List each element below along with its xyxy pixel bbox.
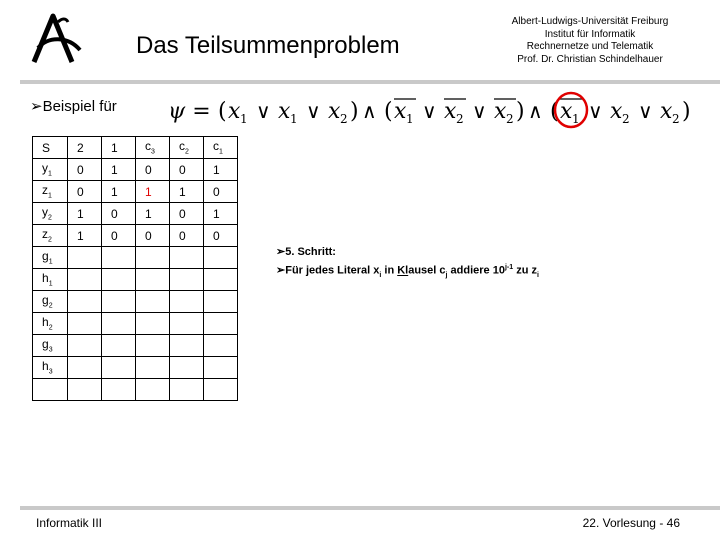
table-cell — [102, 313, 136, 335]
table-cell — [136, 291, 170, 313]
paren: ( — [384, 99, 393, 124]
cell-text: z — [42, 227, 48, 242]
cell-text: y — [42, 161, 48, 176]
example-label: Beispiel für — [42, 98, 117, 115]
cell-subscript: 3 — [48, 368, 53, 376]
literal-index: 2 — [506, 112, 514, 126]
literal-variable: x — [444, 99, 457, 124]
step-text-part: ausel c — [408, 264, 446, 277]
arrow-bullet-icon: ➢ — [276, 264, 286, 277]
table-cell — [204, 247, 238, 269]
step-text-part: j — [445, 271, 448, 279]
table-cell — [68, 225, 102, 247]
table-cell — [204, 335, 238, 357]
or-operator: ∨ — [638, 99, 653, 123]
literal-index: 2 — [672, 112, 680, 126]
cell-text: 1 — [179, 184, 186, 199]
cell-subscript: 2 — [48, 302, 53, 310]
cell-subscript: 3 — [151, 148, 155, 156]
header-cell — [102, 137, 136, 159]
step-text-part: Für jedes Literal x — [285, 264, 380, 277]
header-cell — [204, 137, 238, 159]
and-operator: ∧ — [528, 99, 543, 123]
table-row — [33, 247, 238, 269]
cell-subscript: 2 — [48, 236, 52, 244]
step-text-part: in — [381, 264, 398, 277]
table-cell — [136, 335, 170, 357]
and-operator: ∧ — [362, 99, 377, 123]
table-cell — [102, 379, 136, 401]
table-cell — [136, 181, 170, 203]
or-operator: ∨ — [256, 99, 271, 123]
step-heading — [276, 244, 539, 260]
cell-text: 0 — [111, 228, 118, 243]
paren: ) — [516, 99, 525, 124]
table-cell — [102, 225, 136, 247]
cell-text: g — [42, 249, 49, 264]
table-row — [33, 225, 238, 247]
table-cell — [170, 181, 204, 203]
row-label — [33, 313, 68, 335]
table-cell — [204, 269, 238, 291]
table-cell — [102, 291, 136, 313]
cell-text: 2 — [77, 140, 84, 155]
literal-index: 2 — [622, 112, 630, 126]
table-cell — [136, 203, 170, 225]
or-operator: ∨ — [588, 99, 603, 123]
cell-text: y — [42, 205, 48, 220]
literal-variable: x — [610, 99, 623, 124]
cell-text: 1 — [77, 228, 84, 243]
institution-line: Prof. Dr. Christian Schindelhauer — [517, 53, 663, 65]
arrow-bullet-icon: ➢ — [276, 246, 286, 258]
subset-sum-table — [32, 136, 238, 401]
cell-subscript: 2 — [185, 148, 189, 156]
table-row — [33, 357, 238, 379]
literal-variable: x — [560, 99, 573, 124]
cell-text: 0 — [77, 162, 84, 177]
cell-text: 0 — [111, 206, 118, 221]
table-cell — [170, 379, 204, 401]
table-cell — [102, 181, 136, 203]
table-cell — [170, 357, 204, 379]
university-logo-icon — [28, 10, 88, 66]
row-label — [33, 225, 68, 247]
footer-divider — [20, 506, 720, 510]
paren: ( — [550, 99, 559, 124]
literal-variable: x — [278, 99, 291, 124]
example-heading — [30, 97, 117, 115]
table-cell — [204, 291, 238, 313]
header-cell — [136, 137, 170, 159]
table-header-row — [33, 137, 238, 159]
or-operator: ∨ — [422, 99, 437, 123]
table-cell — [136, 159, 170, 181]
table-cell — [102, 159, 136, 181]
header-cell — [33, 137, 68, 159]
institution-line: Albert-Ludwigs-Universität Freiburg — [511, 16, 669, 27]
slide-number: 22. Vorlesung - 46 — [582, 516, 680, 530]
table-row — [33, 379, 238, 401]
cell-subscript: 2 — [48, 214, 52, 222]
table-cell — [204, 379, 238, 401]
table-cell — [170, 159, 204, 181]
row-label — [33, 269, 68, 291]
table-cell — [136, 225, 170, 247]
table-cell — [68, 335, 102, 357]
literal-index: 1 — [406, 112, 414, 126]
table-cell — [68, 291, 102, 313]
formula-lhs: ψ = — [168, 99, 211, 124]
table-row — [33, 291, 238, 313]
table-cell — [102, 203, 136, 225]
cell-text: 0 — [77, 184, 84, 199]
table-row — [33, 335, 238, 357]
literal-variable: x — [228, 99, 241, 124]
literal-variable: x — [328, 99, 341, 124]
cell-text: 1 — [111, 140, 118, 155]
row-label — [33, 203, 68, 225]
cell-text: h — [42, 315, 49, 330]
table-cell — [170, 225, 204, 247]
table-cell — [170, 291, 204, 313]
table-cell — [204, 181, 238, 203]
cell-subscript: 1 — [48, 258, 53, 266]
literal-variable: x — [660, 99, 673, 124]
literal-index: 2 — [456, 112, 464, 126]
cell-text: 1 — [213, 162, 220, 177]
table-cell — [102, 247, 136, 269]
cell-text: 1 — [213, 206, 220, 221]
table-cell — [68, 313, 102, 335]
header-cell — [68, 137, 102, 159]
cell-subscript: 3 — [48, 346, 53, 354]
cell-subscript: 2 — [48, 324, 53, 332]
cell-text: S — [42, 140, 51, 155]
table-cell — [68, 379, 102, 401]
cell-subscript: 1 — [48, 170, 52, 178]
table-cell — [102, 357, 136, 379]
row-label — [33, 335, 68, 357]
or-operator: ∨ — [306, 99, 321, 123]
institution-line: Institut für Informatik — [544, 28, 636, 40]
table-cell — [102, 269, 136, 291]
step-description — [276, 244, 539, 284]
cell-text: 1 — [145, 184, 152, 199]
cell-subscript: 1 — [48, 280, 53, 288]
table-cell — [204, 313, 238, 335]
literal-index: 2 — [340, 112, 348, 126]
table-cell — [170, 269, 204, 291]
or-operator: ∨ — [472, 99, 487, 123]
table-cell — [136, 269, 170, 291]
cell-text: c — [145, 139, 151, 154]
table-cell — [170, 335, 204, 357]
table-cell — [204, 357, 238, 379]
cell-text: z — [42, 183, 48, 198]
table-cell — [204, 225, 238, 247]
literal-variable: x — [494, 99, 507, 124]
cell-subscript: 1 — [48, 192, 52, 200]
table-cell — [170, 313, 204, 335]
arrow-bullet-icon: ➢ — [30, 98, 43, 115]
cell-text: 1 — [145, 206, 152, 221]
table-cell — [136, 247, 170, 269]
cell-text: g — [42, 293, 49, 308]
table-row — [33, 159, 238, 181]
table-cell — [170, 247, 204, 269]
literal-index: 1 — [290, 112, 298, 126]
literal-index: 1 — [240, 112, 248, 126]
institution-block — [490, 16, 690, 66]
step-text-part: Kl — [397, 264, 409, 277]
step-text-part: zu z — [513, 264, 537, 277]
row-label — [33, 247, 68, 269]
cell-text: 0 — [145, 162, 152, 177]
table-cell — [204, 159, 238, 181]
page-title: Das Teilsummenproblem — [136, 32, 400, 59]
literal-variable: x — [394, 99, 407, 124]
table-cell — [102, 335, 136, 357]
course-name: Informatik III — [36, 516, 103, 530]
formula — [168, 90, 698, 130]
step-text-part: i — [379, 271, 382, 279]
table-cell — [68, 269, 102, 291]
table-cell — [68, 159, 102, 181]
row-label — [33, 181, 68, 203]
cell-text: h — [42, 359, 49, 374]
paren: ) — [682, 99, 691, 124]
table-row — [33, 181, 238, 203]
cell-text: g — [42, 337, 49, 352]
paren: ) — [350, 99, 359, 124]
table-cell — [68, 203, 102, 225]
cell-text: 0 — [213, 184, 220, 199]
cell-text: 0 — [179, 228, 186, 243]
cell-text: c — [213, 139, 219, 154]
paren: ( — [218, 99, 227, 124]
row-label — [33, 291, 68, 313]
step-text-part: addiere 10 — [447, 264, 505, 277]
row-label — [33, 357, 68, 379]
cell-text: 0 — [179, 162, 186, 177]
table-row — [33, 313, 238, 335]
table-cell — [170, 203, 204, 225]
table-cell — [204, 203, 238, 225]
header-cell — [170, 137, 204, 159]
table-cell — [68, 181, 102, 203]
step-text-part: j-1 — [504, 264, 514, 271]
cell-text: c — [179, 139, 185, 154]
row-label — [33, 379, 68, 401]
cell-text: 1 — [111, 162, 118, 177]
table-cell — [68, 247, 102, 269]
cell-text: 1 — [77, 206, 84, 221]
step-text-part: i — [536, 271, 539, 279]
header-divider — [20, 80, 720, 84]
cell-text: h — [42, 271, 49, 286]
table-row — [33, 203, 238, 225]
step-title: 5. Schritt: — [285, 246, 336, 258]
table-cell — [136, 313, 170, 335]
cell-text: 0 — [179, 206, 186, 221]
cell-text: 0 — [213, 228, 220, 243]
table-cell — [68, 357, 102, 379]
cell-subscript: 1 — [219, 148, 223, 156]
cell-text: 0 — [145, 228, 152, 243]
literal-index: 1 — [572, 112, 580, 126]
step-instruction — [276, 260, 539, 284]
institution-line: Rechnernetze und Telematik — [526, 41, 654, 52]
row-label — [33, 159, 68, 181]
table-row — [33, 269, 238, 291]
table-cell — [136, 357, 170, 379]
table-cell — [136, 379, 170, 401]
cell-text: 1 — [111, 184, 118, 199]
